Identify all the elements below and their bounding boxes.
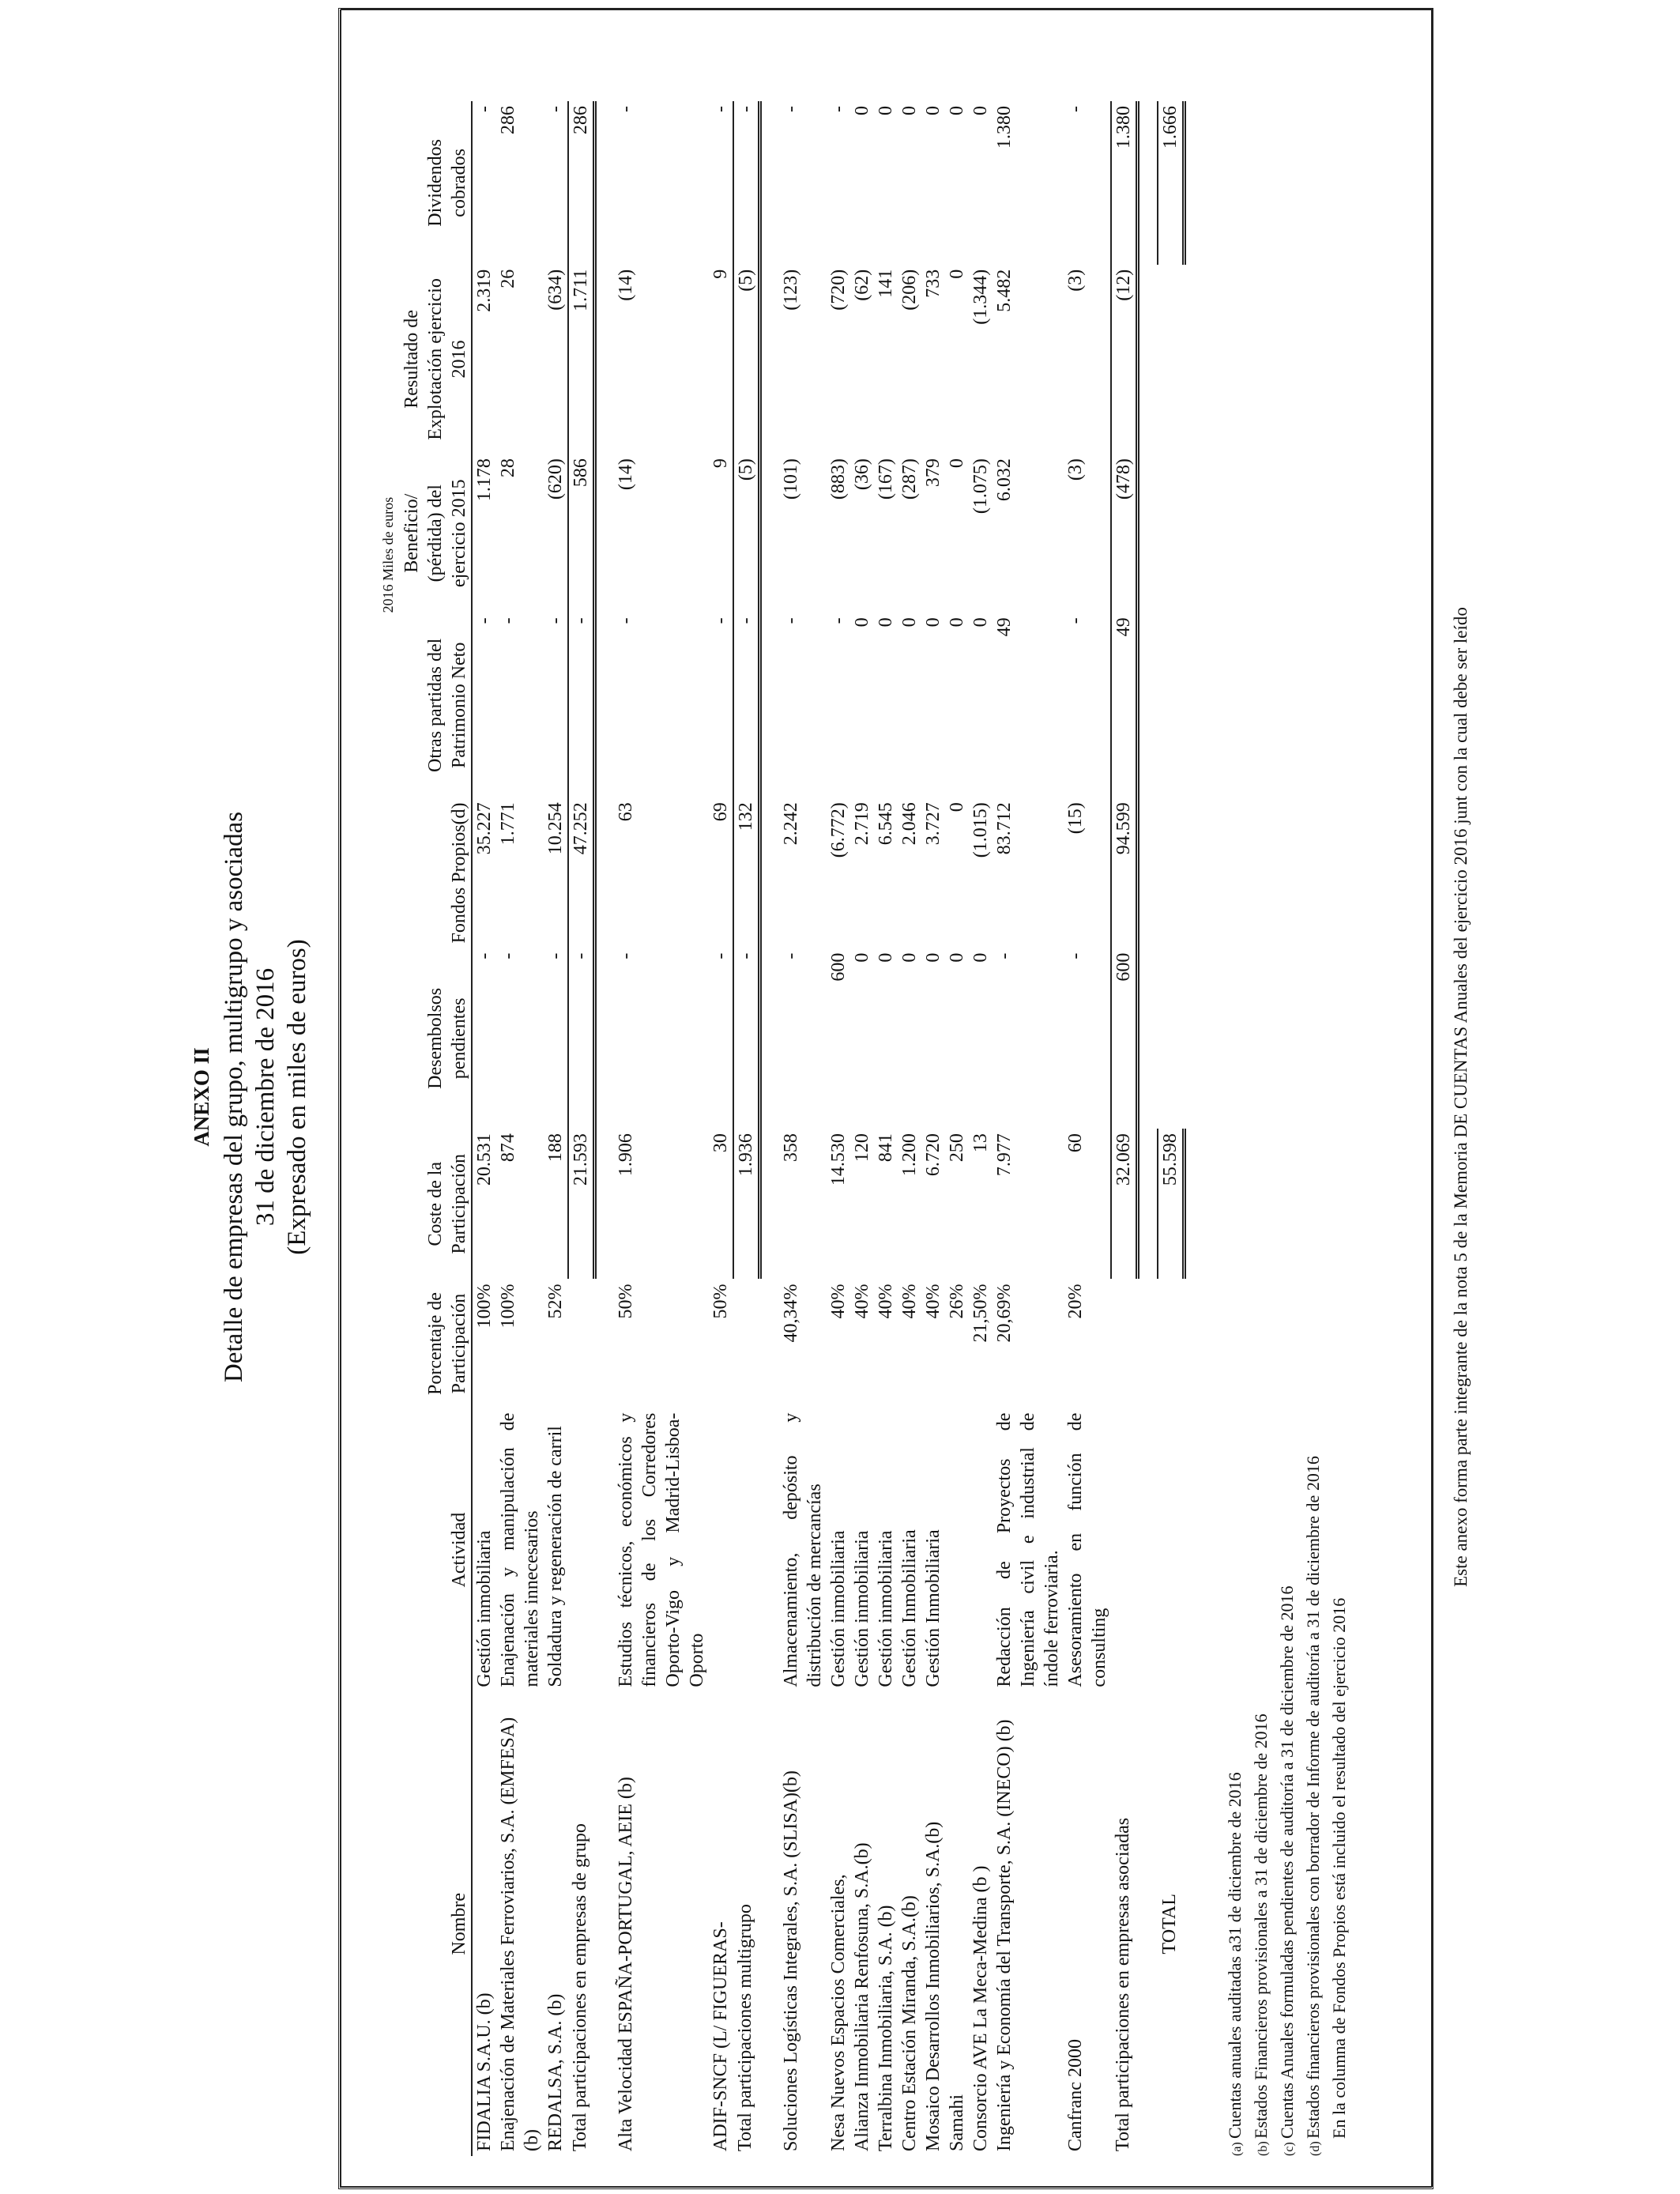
column-resultado-cell: (634) — [545, 269, 566, 311]
column-beneficio-header: Beneficio/ (pérdida) del ejercicio 2015 — [400, 454, 472, 613]
column-nombre-cell: Mosaico Desarrollos Inmobiliarios, S.A.(b) — [923, 1821, 944, 2151]
footnotes — [1223, 1456, 1351, 2156]
footnote-key: (c) — [1283, 2142, 1296, 2156]
column-beneficio-cell: (3) — [1065, 458, 1086, 481]
footnote-text: Estados Financieros provisionales a 31 de diciembre de 2016 — [1251, 1713, 1271, 2139]
column-nombre-cell: Ingeniería y Economía del Transporte, S.A. (INECO) (b) — [994, 1719, 1015, 2151]
column-nombre-cell: ADIF-SNCF (L/ FIGUERAS- — [710, 1921, 731, 2151]
subtotal-row — [733, 101, 760, 2156]
column-dividendos-cell: 0 — [970, 106, 991, 115]
column-dividendos-cell: 1.380 — [1111, 101, 1138, 265]
column-nombre-cell: Consorcio AVE La Meca-Medina (b ) — [970, 1865, 991, 2151]
column-fondos-propios-cell: 6.545 — [876, 802, 896, 846]
column-actividad-cell: Redacción de Proyectos de Ingeniería civil e industrial de índole ferroviaria. — [994, 1408, 1062, 1687]
column-porcentaje-cell: 50% — [710, 1284, 731, 1319]
column-coste-cell: 21.593 — [568, 1129, 595, 1279]
column-otras-partidas-cell: - — [710, 617, 731, 624]
column-porcentaje-cell: 20% — [1065, 1284, 1086, 1319]
column-actividad-cell — [1111, 1408, 1138, 1692]
column-desembolsos-cell: 0 — [947, 952, 967, 963]
column-dividendos-cell: 1.380 — [994, 106, 1015, 149]
column-porcentaje-cell: 40,34% — [781, 1284, 801, 1343]
column-coste-cell: 30 — [710, 1133, 731, 1153]
column-otras-partidas-cell: 0 — [970, 617, 991, 628]
column-beneficio-cell: 28 — [498, 458, 518, 478]
footnote-key: (d) — [1309, 2141, 1322, 2156]
column-coste-cell: 841 — [876, 1133, 896, 1163]
column-fondos-propios-cell: 0 — [947, 802, 967, 812]
column-resultado-cell: (3) — [1065, 269, 1086, 292]
column-fondos-propios-cell: 83.712 — [994, 802, 1015, 855]
column-porcentaje-header: Porcentaje de Participación — [400, 1279, 472, 1408]
table-row — [993, 101, 1064, 2156]
table-row — [850, 101, 874, 2156]
column-actividad-cell: Gestión inmobiliaria — [876, 1530, 896, 1687]
participations-table — [376, 101, 1186, 2156]
column-beneficio-cell: 379 — [923, 458, 944, 488]
column-dividendos-cell: 0 — [899, 106, 920, 115]
footnote-key: (a) — [1230, 2142, 1244, 2156]
column-porcentaje-cell: 40% — [828, 1284, 849, 1319]
column-dividendos-cell: 286 — [568, 101, 595, 265]
column-coste-cell: 250 — [947, 1133, 967, 1163]
column-nombre-cell: Total participaciones en empresas de grupo — [570, 1823, 590, 2151]
empty-cell — [1158, 454, 1185, 613]
column-dividendos-cell: - — [710, 106, 731, 112]
column-coste-cell: 874 — [498, 1133, 518, 1163]
units-label: 2016 Miles de euros — [380, 496, 396, 613]
table-row — [969, 101, 993, 2156]
table-row — [874, 101, 898, 2156]
table-row — [945, 101, 969, 2156]
column-beneficio-cell: (101) — [781, 458, 801, 500]
column-coste-header: Coste de la Participación — [400, 1129, 472, 1279]
column-nombre-cell: Alta Velocidad ESPAÑA-PORTUGAL, AEIE (b) — [616, 1777, 636, 2151]
column-otras-partidas-cell: 0 — [876, 617, 896, 628]
spacer-row — [1138, 101, 1158, 2156]
column-dividendos-cell: - — [781, 106, 801, 112]
column-resultado-cell: (12) — [1111, 265, 1138, 454]
column-porcentaje-cell: 100% — [474, 1284, 495, 1329]
column-desembolsos-cell: 0 — [876, 952, 896, 963]
grand-total-dividends: 1.666 — [1158, 101, 1185, 265]
table-row — [898, 101, 921, 2156]
column-otras-partidas-cell: - — [498, 617, 518, 624]
table-row — [496, 101, 544, 2156]
subtotal-row — [568, 101, 595, 2156]
annex-title: ANEXO II — [190, 1047, 213, 1147]
column-otras-partidas-cell: 49 — [994, 617, 1015, 637]
footnote — [1301, 1456, 1328, 2156]
column-desembolsos-header: Desembolsos pendientes — [400, 948, 472, 1129]
column-resultado-cell: 0 — [947, 269, 967, 279]
column-porcentaje-cell: 21,50% — [970, 1284, 991, 1343]
column-nombre-cell: Nesa Nuevos Espacios Comerciales, — [828, 1874, 849, 2151]
column-desembolsos-cell: - — [498, 952, 518, 959]
column-nombre-cell: Enajenación de Materiales Ferroviarios, S.A. (EMFESA) (b) — [498, 1712, 542, 2151]
column-nombre-cell: Canfranc 2000 — [1065, 2039, 1086, 2151]
column-nombre-cell: Total participaciones multigrupo — [735, 1904, 755, 2151]
column-coste-cell: 1.906 — [616, 1133, 636, 1177]
document-title: Detalle de empresas del grupo, multigrupo y asociadas — [220, 811, 248, 1383]
document-date: 31 de diciembre de 2016 — [251, 967, 280, 1227]
column-porcentaje-cell: 40% — [852, 1284, 872, 1319]
column-otras-partidas-cell: - — [616, 617, 636, 624]
table-frame — [338, 8, 1433, 2189]
column-beneficio-cell: (36) — [852, 458, 872, 491]
column-resultado-cell: 141 — [876, 269, 896, 298]
table-inner-frame — [341, 9, 1433, 2187]
column-desembolsos-cell: - — [710, 952, 731, 959]
column-actividad-cell: Gestión inmobiliaria — [852, 1530, 872, 1687]
table-row — [614, 101, 709, 2156]
column-beneficio-cell: (883) — [828, 458, 849, 500]
column-coste-cell: 1.200 — [899, 1133, 920, 1177]
column-actividad-cell — [945, 1408, 969, 1692]
table-row — [827, 101, 850, 2156]
column-porcentaje-cell: 100% — [498, 1284, 518, 1329]
column-resultado-cell: 9 — [710, 269, 731, 279]
column-beneficio-cell: (14) — [616, 458, 636, 491]
empty-cell — [1158, 1279, 1185, 1408]
column-dividendos-cell: 286 — [498, 106, 518, 134]
column-beneficio-cell: (1.075) — [970, 458, 991, 515]
column-coste-cell: 60 — [1065, 1133, 1086, 1153]
column-nombre-cell: Centro Estación Miranda, S.A.(b) — [899, 1895, 920, 2151]
footnote — [1328, 1456, 1351, 2156]
column-fondos-propios-cell: 1.771 — [498, 802, 518, 846]
column-desembolsos-cell: - — [1065, 952, 1086, 959]
column-desembolsos-cell: 600 — [1111, 948, 1138, 1129]
column-porcentaje-cell: 40% — [876, 1284, 896, 1319]
column-beneficio-cell: (167) — [876, 458, 896, 500]
column-otras-partidas-cell: 0 — [947, 617, 967, 628]
column-actividad-cell — [568, 1408, 595, 1692]
column-fondos-propios-cell: 2.242 — [781, 802, 801, 846]
column-actividad-cell: Enajenación y manipulación de materiales innecesarios — [498, 1408, 542, 1687]
column-actividad-cell: Gestión Inmobiliaria — [923, 1529, 944, 1687]
column-nombre-cell: Total participaciones en empresas asociadas — [1113, 1817, 1133, 2151]
column-resultado-cell: 2.319 — [474, 269, 495, 312]
column-otras-partidas-cell: 0 — [923, 617, 944, 628]
table-header-row — [400, 101, 472, 2156]
column-porcentaje-cell: 52% — [545, 1284, 566, 1319]
footnote-text: Estados financieros provisionales con borrador de Informe de auditoría a 31 de diciembre de 2016 — [1303, 1456, 1323, 2139]
column-actividad-cell — [733, 1408, 760, 1692]
column-otras-partidas-cell: 0 — [852, 617, 872, 628]
column-beneficio-cell: 586 — [568, 454, 595, 613]
column-porcentaje-cell — [1111, 1279, 1138, 1408]
column-fondos-propios-cell: 3.727 — [923, 802, 944, 846]
column-coste-cell: 32.069 — [1111, 1129, 1138, 1279]
footnote — [1249, 1456, 1275, 2156]
annex-footer: Este anexo forma parte integrante de la nota 5 de la Memoria DE CUENTAS Anuales del ejercicio 2016 junt con la cual debe ser leído — [1451, 607, 1471, 1587]
empty-cell — [1158, 948, 1185, 1129]
subtotal-row — [1111, 101, 1138, 2156]
column-desembolsos-cell: - — [781, 952, 801, 959]
column-actividad-cell — [709, 1408, 733, 1692]
column-porcentaje-cell: 26% — [947, 1284, 967, 1319]
table-row — [921, 101, 945, 2156]
column-coste-cell: 120 — [852, 1133, 872, 1163]
empty-cell — [1158, 613, 1185, 797]
column-resultado-cell: (123) — [781, 269, 801, 311]
column-porcentaje-cell — [733, 1279, 760, 1408]
column-otras-partidas-cell: - — [1065, 617, 1086, 624]
column-desembolsos-cell: - — [474, 952, 495, 959]
column-resultado-cell: 5.482 — [994, 269, 1015, 312]
column-fondos-propios-cell: 2.719 — [852, 802, 872, 846]
table-row — [1064, 101, 1111, 2156]
document-units: (Expresado en miles de euros) — [283, 939, 311, 1255]
column-beneficio-cell: (620) — [545, 458, 566, 500]
column-resultado-cell: 26 — [498, 269, 518, 288]
column-resultado-cell: 733 — [923, 269, 944, 298]
footnote — [1223, 1456, 1249, 2156]
column-beneficio-cell: (287) — [899, 458, 920, 500]
column-porcentaje-cell: 40% — [923, 1284, 944, 1319]
column-otras-partidas-cell: - — [828, 617, 849, 624]
column-porcentaje-cell: 20,69% — [994, 1284, 1015, 1343]
column-nombre-cell: FIDALIA S.A.U. (b) — [474, 1992, 495, 2151]
column-beneficio-cell: 9 — [710, 458, 731, 469]
column-coste-cell: 358 — [781, 1133, 801, 1163]
column-dividendos-header: Dividendos cobrados — [400, 101, 472, 265]
column-fondos-propios-cell: 94.599 — [1111, 797, 1138, 948]
column-porcentaje-cell: 50% — [616, 1284, 636, 1319]
column-resultado-cell: (62) — [852, 269, 872, 301]
column-coste-cell: 188 — [545, 1133, 566, 1163]
column-beneficio-cell: 1.178 — [474, 458, 495, 502]
column-desembolsos-cell: 0 — [852, 952, 872, 963]
column-otras-partidas-cell: - — [545, 617, 566, 624]
table-body — [472, 101, 1185, 2156]
column-actividad-cell: Almacenamiento, depósito y distribución de mercancías — [781, 1408, 825, 1687]
column-dividendos-cell: - — [545, 106, 566, 112]
column-desembolsos-cell: - — [994, 952, 1015, 959]
column-porcentaje-cell: 40% — [899, 1284, 920, 1319]
column-otras-partidas-cell: 0 — [899, 617, 920, 628]
column-desembolsos-cell: - — [545, 952, 566, 959]
table-row — [779, 101, 827, 2156]
footnote-text: En la columna de Fondos Propios está incluido el resultado del ejercicio 2016 — [1329, 1597, 1349, 2139]
column-coste-cell: 1.936 — [733, 1129, 760, 1279]
grand-total-row — [1158, 101, 1185, 2156]
column-coste-cell: 7.977 — [994, 1133, 1015, 1177]
column-desembolsos-cell: 0 — [923, 952, 944, 963]
column-nombre-cell: Terralbina Inmobiliaria, S.A. (b) — [876, 1905, 896, 2151]
column-actividad-header: Actividad — [400, 1408, 472, 1692]
column-dividendos-cell: - — [828, 106, 849, 112]
column-resultado-cell: 1.711 — [568, 265, 595, 454]
column-fondos-propios-header: Fondos Propios(d) — [400, 797, 472, 948]
footnote-text: Cuentas anuales auditadas a31 de diciembre de 2016 — [1225, 1772, 1245, 2139]
column-beneficio-cell: 6.032 — [994, 458, 1015, 502]
column-desembolsos-cell: 0 — [899, 952, 920, 963]
column-nombre-cell: REDALSA, S.A. (b) — [545, 1993, 566, 2151]
column-otras-partidas-header: Otras partidas del Patrimonio Neto — [400, 613, 472, 797]
footnote-key: (b) — [1256, 2141, 1270, 2156]
column-actividad-cell — [969, 1408, 993, 1692]
column-fondos-propios-cell: (15) — [1065, 802, 1086, 835]
column-fondos-propios-cell: 35.227 — [474, 802, 495, 855]
column-desembolsos-cell: 600 — [828, 952, 849, 982]
column-coste-cell: 14.530 — [828, 1133, 849, 1186]
column-coste-cell: 6.720 — [923, 1133, 944, 1177]
column-resultado-cell: (206) — [899, 269, 920, 311]
column-nombre-cell: Soluciones Logísticas Integrales, S.A. (SLISA)(b) — [781, 1770, 801, 2151]
column-fondos-propios-cell: 69 — [710, 802, 731, 822]
column-nombre-cell: Alianza Inmobiliaria Renfosuna, S.A.(b) — [852, 1842, 872, 2151]
column-dividendos-cell: 0 — [947, 106, 967, 115]
column-coste-cell: 13 — [970, 1133, 991, 1153]
table-row — [544, 101, 568, 2156]
column-dividendos-cell: 0 — [852, 106, 872, 115]
column-actividad-cell: Estudios técnicos, económicos y financieros de los Corredores Oporto-Vigo y Madrid-Lisboa-Oporto — [616, 1408, 707, 1687]
column-dividendos-cell: - — [1065, 106, 1086, 112]
column-otras-partidas-cell: - — [474, 617, 495, 624]
column-otras-partidas-cell: 49 — [1111, 613, 1138, 797]
column-actividad-cell: Soldadura y regeneración de carril — [545, 1426, 566, 1687]
column-desembolsos-cell: 0 — [970, 952, 991, 963]
column-actividad-cell: Gestión Inmobiliaria — [899, 1529, 920, 1687]
empty-cell — [1158, 265, 1185, 454]
column-coste-cell: 20.531 — [474, 1133, 495, 1186]
column-resultado-cell: (1.344) — [970, 269, 991, 325]
column-fondos-propios-cell: 47.252 — [568, 797, 595, 948]
column-otras-partidas-cell: - — [733, 613, 760, 797]
table-row — [709, 101, 733, 2156]
column-resultado-cell: (14) — [616, 269, 636, 301]
spacer-row — [760, 101, 780, 2156]
column-fondos-propios-cell: 63 — [616, 802, 636, 822]
spacer-row — [595, 101, 615, 2156]
column-resultado-header: Resultado de Explotación ejercicio 2016 — [400, 265, 472, 454]
column-otras-partidas-cell: - — [781, 617, 801, 624]
footnote-text: Cuentas Anuales formuladas pendientes de auditoría a 31 de diciembre de 2016 — [1277, 1585, 1297, 2139]
column-desembolsos-cell: - — [733, 948, 760, 1129]
column-actividad-cell: Gestión inmobiliaria — [474, 1530, 495, 1687]
column-beneficio-cell: (5) — [733, 454, 760, 613]
grand-total-label: TOTAL — [1159, 1894, 1180, 1955]
column-actividad-cell: Gestión inmobiliaria — [828, 1530, 849, 1687]
column-nombre-cell: Samahi — [947, 2094, 967, 2151]
column-fondos-propios-cell: 132 — [733, 797, 760, 948]
column-desembolsos-cell: - — [568, 948, 595, 1129]
empty-cell — [1158, 1408, 1185, 1692]
column-fondos-propios-cell: 2.046 — [899, 802, 920, 846]
column-beneficio-cell: 0 — [947, 458, 967, 469]
empty-cell — [1158, 797, 1185, 948]
column-dividendos-cell: 0 — [923, 106, 944, 115]
column-fondos-propios-cell: (6.772) — [828, 802, 849, 858]
column-dividendos-cell: - — [474, 106, 495, 112]
column-beneficio-cell: (478) — [1111, 454, 1138, 613]
column-fondos-propios-cell: (1.015) — [970, 802, 991, 858]
table-row — [472, 101, 496, 2156]
column-dividendos-cell: - — [733, 101, 760, 265]
column-otras-partidas-cell: - — [568, 613, 595, 797]
column-resultado-cell: (720) — [828, 269, 849, 311]
column-fondos-propios-cell: 10.254 — [545, 802, 566, 855]
column-nombre-header: Nombre — [400, 1692, 472, 2156]
column-actividad-cell: Asesoramiento en función de consulting — [1065, 1408, 1109, 1687]
footnote — [1275, 1456, 1301, 2156]
column-dividendos-cell: - — [616, 106, 636, 112]
column-desembolsos-cell: - — [616, 952, 636, 959]
column-dividendos-cell: 0 — [876, 106, 896, 115]
grand-total-cost: 55.598 — [1158, 1129, 1185, 1279]
column-resultado-cell: (5) — [733, 265, 760, 454]
column-porcentaje-cell — [568, 1279, 595, 1408]
